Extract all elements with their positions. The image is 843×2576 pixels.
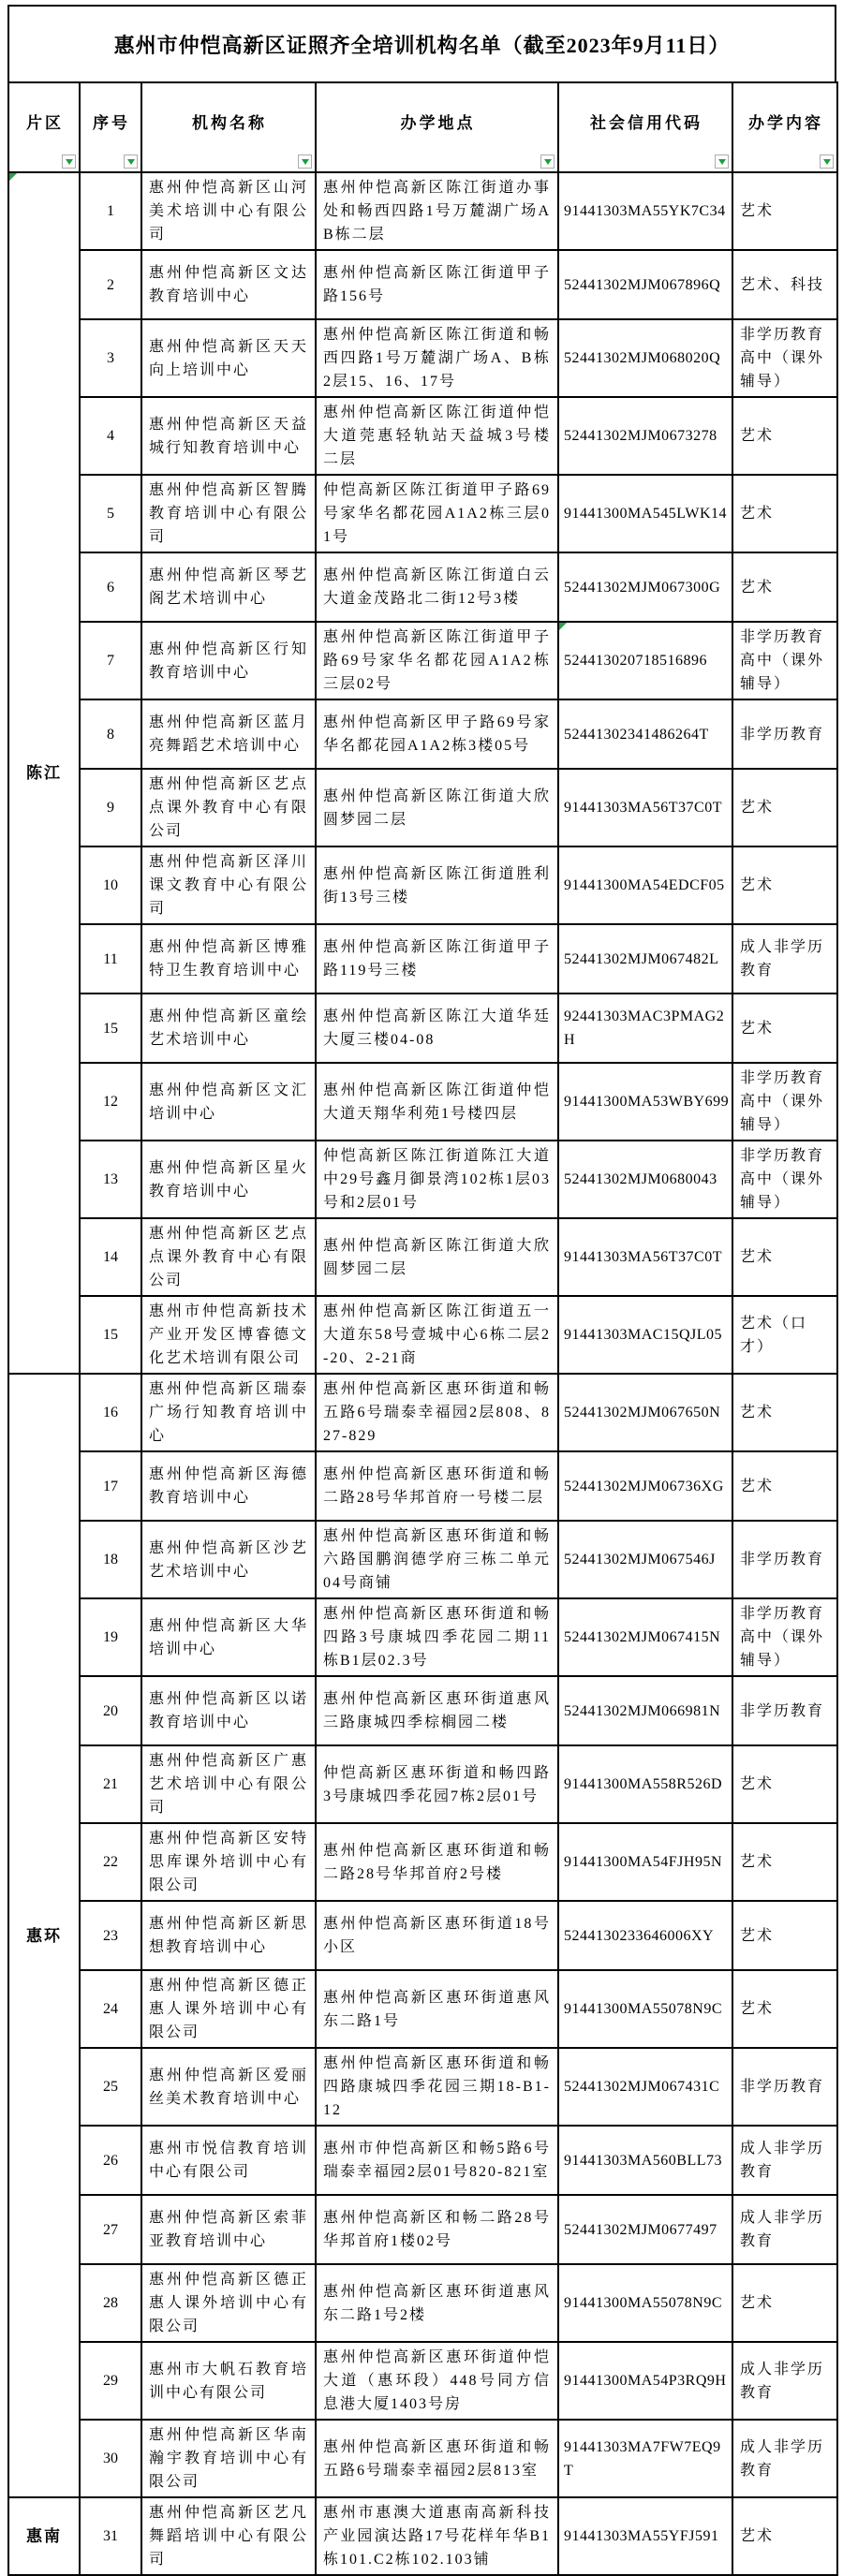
cell-address[interactable]: 惠州仲恺高新区惠环街道惠风东二路1号2楼 — [316, 2264, 558, 2342]
chevron-down-icon — [544, 159, 552, 165]
cell-serial[interactable]: 13 — [80, 1141, 141, 1218]
cell-content[interactable]: 非学历教育高中（课外辅导） — [732, 1063, 837, 1141]
cell-institution-name[interactable]: 惠州仲恺高新区以诺教育培训中心 — [141, 1676, 316, 1745]
cell-credit-code[interactable]: 52441302MJM0677497 — [558, 2195, 732, 2264]
cell-content[interactable]: 非学历教育高中（课外辅导） — [732, 1598, 837, 1676]
cell-institution-name[interactable]: 惠州仲恺高新区天益城行知教育培训中心 — [141, 397, 316, 475]
table-row — [8, 250, 837, 319]
table-row — [8, 2264, 837, 2342]
cell-institution-name[interactable]: 惠州仲恺高新区广惠艺术培训中心有限公司 — [141, 1745, 316, 1823]
cell-serial[interactable]: 22 — [80, 1823, 141, 1901]
cell-serial[interactable]: 30 — [80, 2420, 141, 2497]
table-row — [8, 1374, 837, 1451]
cell-credit-code[interactable]: 52441302MJM0673278 — [558, 397, 732, 475]
cell-serial[interactable]: 27 — [80, 2195, 141, 2264]
cell-address[interactable]: 惠州仲恺高新区惠环街道和畅五路6号瑞泰幸福园2层808、827-829 — [316, 1374, 558, 1451]
cell-institution-name[interactable]: 惠州仲恺高新区艺凡舞蹈培训中心有限公司 — [141, 2497, 316, 2575]
cell-institution-name[interactable]: 惠州仲恺高新区星火教育培训中心 — [141, 1141, 316, 1218]
table-row — [8, 1901, 837, 1970]
table-row — [8, 846, 837, 924]
cell-address[interactable]: 惠州仲恺高新区惠环街道和畅六路国鹏润德学府三栋二单元04号商铺 — [316, 1521, 558, 1598]
cell-institution-name[interactable]: 惠州仲恺高新区安特思库课外培训中心有限公司 — [141, 1823, 316, 1901]
cell-serial[interactable]: 15 — [80, 994, 141, 1063]
cell-address[interactable]: 仲恺高新区陈江街道陈江大道中29号鑫月御景湾102栋1层03号和2层01号 — [316, 1141, 558, 1218]
cell-serial[interactable]: 18 — [80, 1521, 141, 1598]
cell-credit-code[interactable]: 52441302MJM068020Q — [558, 319, 732, 397]
table-row — [8, 994, 837, 1063]
col-header-content[interactable] — [732, 82, 837, 172]
cell-serial[interactable]: 25 — [80, 2048, 141, 2126]
training-institutions-table — [7, 81, 838, 2576]
cell-content[interactable]: 成人非学历教育 — [732, 2420, 837, 2497]
cell-content[interactable]: 成人非学历教育 — [732, 924, 837, 994]
col-header-institution-name[interactable] — [141, 82, 316, 172]
cell-credit-code[interactable]: 52441302MJM067546J — [558, 1521, 732, 1598]
cell-address[interactable]: 惠州市仲恺高新区和畅5路6号瑞泰幸福园2层01号820-821室 — [316, 2126, 558, 2195]
cell-credit-code[interactable]: 91441303MAC15QJL05 — [558, 1296, 732, 1374]
col-header-address-label: 办学地点 — [400, 113, 476, 132]
col-header-district-label: 片区 — [26, 113, 64, 132]
filter-dropdown-button[interactable] — [124, 155, 138, 169]
table-row — [8, 1676, 837, 1745]
table-row — [8, 319, 837, 397]
table-row — [8, 1521, 837, 1598]
table-row — [8, 2126, 837, 2195]
table-row — [8, 1823, 837, 1901]
table-row — [8, 2048, 837, 2126]
cell-address[interactable]: 惠州仲恺高新区陈江街道五一大道东58号壹城中心6栋二层2-20、2-21商 — [316, 1296, 558, 1374]
cell-serial[interactable]: 19 — [80, 1598, 141, 1676]
cell-address[interactable]: 惠州仲恺高新区陈江街道大欣圆梦园二层 — [316, 1218, 558, 1296]
cell-serial[interactable]: 26 — [80, 2126, 141, 2195]
cell-district[interactable]: 惠环 — [8, 1374, 80, 2497]
cell-serial[interactable]: 7 — [80, 622, 141, 699]
cell-address[interactable]: 惠州仲恺高新区陈江街道白云大道金茂路北二街12号3楼 — [316, 552, 558, 622]
cell-institution-name[interactable]: 惠州仲恺高新区童绘艺术培训中心 — [141, 994, 316, 1063]
cell-serial[interactable]: 17 — [80, 1451, 141, 1521]
cell-address[interactable]: 惠州仲恺高新区陈江街道办事处和畅西四路1号万麓湖广场AB栋二层 — [316, 172, 558, 250]
cell-credit-code[interactable]: 52441302341486264T — [558, 699, 732, 769]
cell-content[interactable]: 艺术 — [732, 172, 837, 250]
cell-credit-code[interactable]: 91441300MA54P3RQ9H — [558, 2342, 732, 2420]
col-header-credit-code-label: 社会信用代码 — [590, 113, 702, 132]
table-row — [8, 1063, 837, 1141]
cell-serial[interactable]: 5 — [80, 475, 141, 552]
filter-dropdown-button[interactable] — [820, 155, 834, 169]
cell-address[interactable]: 惠州仲恺高新区惠环街道和畅二路28号华邦首府一号楼二层 — [316, 1451, 558, 1521]
cell-serial[interactable]: 20 — [80, 1676, 141, 1745]
col-header-district[interactable] — [8, 82, 80, 172]
cell-credit-code[interactable]: 5244130233646006XY — [558, 1901, 732, 1970]
col-header-address[interactable] — [316, 82, 558, 172]
cell-serial[interactable]: 29 — [80, 2342, 141, 2420]
cell-credit-code[interactable]: 91441303MA55YK7C34 — [558, 172, 732, 250]
cell-content[interactable]: 艺术、科技 — [732, 250, 837, 319]
cell-credit-code[interactable]: 91441300MA54EDCF05 — [558, 846, 732, 924]
cell-serial[interactable]: 15 — [80, 1296, 141, 1374]
cell-address[interactable]: 惠州仲恺高新区惠环街道和畅二路28号华邦首府2号楼 — [316, 1823, 558, 1901]
cell-serial[interactable]: 8 — [80, 699, 141, 769]
table-row — [8, 2497, 837, 2575]
cell-institution-name[interactable]: 惠州仲恺高新区艺点点课外教育中心有限公司 — [141, 769, 316, 846]
cell-address[interactable]: 惠州仲恺高新区陈江街道仲恺大道莞惠轻轨站天益城3号楼二层 — [316, 397, 558, 475]
cell-content[interactable]: 非学历教育高中（课外辅导） — [732, 1141, 837, 1218]
cell-credit-code[interactable]: 91441300MA54FJH95N — [558, 1823, 732, 1901]
cell-credit-code[interactable]: 52441302MJM0680043 — [558, 1141, 732, 1218]
table-row — [8, 1218, 837, 1296]
col-header-credit-code[interactable] — [558, 82, 732, 172]
cell-content[interactable]: 非学历教育高中（课外辅导） — [732, 622, 837, 699]
cell-institution-name[interactable]: 惠州仲恺高新区爱丽丝美术教育培训中心 — [141, 2048, 316, 2126]
error-indicator-icon — [9, 173, 17, 181]
cell-credit-code[interactable]: 52441302MJM067896Q — [558, 250, 732, 319]
cell-address[interactable]: 惠州仲恺高新区惠环街道仲恺大道（惠环段）448号同方信息港大厦1403号房 — [316, 2342, 558, 2420]
table-row — [8, 552, 837, 622]
table-row — [8, 397, 837, 475]
error-indicator-icon — [559, 623, 567, 630]
cell-credit-code[interactable]: 91441303MA55YFJ591 — [558, 2497, 732, 2575]
cell-serial[interactable]: 14 — [80, 1218, 141, 1296]
cell-credit-code[interactable]: 524413020718516896 — [558, 622, 732, 699]
cell-address[interactable]: 惠州仲恺高新区陈江街道仲恺大道天翔华利苑1号楼四层 — [316, 1063, 558, 1141]
table-body — [8, 172, 837, 2575]
table-row — [8, 924, 837, 994]
cell-content[interactable]: 成人非学历教育 — [732, 2342, 837, 2420]
cell-address[interactable]: 惠州仲恺高新区陈江街道大欣圆梦园二层 — [316, 769, 558, 846]
cell-content[interactable]: 非学历教育 — [732, 1676, 837, 1745]
cell-serial[interactable]: 12 — [80, 1063, 141, 1141]
cell-institution-name[interactable]: 惠州仲恺高新区瑞泰广场行知教育培训中心 — [141, 1374, 316, 1451]
filter-dropdown-button[interactable] — [540, 155, 555, 169]
table-header — [8, 82, 837, 172]
cell-serial[interactable]: 1 — [80, 172, 141, 250]
cell-content[interactable]: 艺术 — [732, 1374, 837, 1451]
cell-content[interactable]: 艺术 — [732, 475, 837, 552]
cell-institution-name[interactable]: 惠州仲恺高新区索菲亚教育培训中心 — [141, 2195, 316, 2264]
cell-serial[interactable]: 9 — [80, 769, 141, 846]
cell-serial[interactable]: 23 — [80, 1901, 141, 1970]
cell-credit-code[interactable]: 52441302MJM067482L — [558, 924, 732, 994]
table-row — [8, 1970, 837, 2048]
cell-content[interactable]: 成人非学历教育 — [732, 2195, 837, 2264]
cell-content[interactable]: 非学历教育 — [732, 699, 837, 769]
cell-content[interactable]: 艺术 — [732, 2497, 837, 2575]
filter-dropdown-button[interactable] — [62, 155, 76, 169]
table-row — [8, 2342, 837, 2420]
table-row — [8, 475, 837, 552]
cell-institution-name[interactable]: 惠州仲恺高新区山河美术培训中心有限公司 — [141, 172, 316, 250]
cell-content[interactable]: 艺术 — [732, 1901, 837, 1970]
table-row — [8, 2195, 837, 2264]
table-row — [8, 172, 837, 250]
cell-serial[interactable]: 21 — [80, 1745, 141, 1823]
filter-dropdown-button[interactable] — [715, 155, 729, 169]
cell-credit-code[interactable]: 91441303MA560BLL73 — [558, 2126, 732, 2195]
cell-serial[interactable]: 31 — [80, 2497, 141, 2575]
cell-content[interactable]: 艺术 — [732, 397, 837, 475]
cell-address[interactable]: 惠州仲恺高新区陈江街道甲子路156号 — [316, 250, 558, 319]
cell-institution-name[interactable]: 惠州仲恺高新区蓝月亮舞蹈艺术培训中心 — [141, 699, 316, 769]
cell-institution-name[interactable]: 惠州仲恺高新区行知教育培训中心 — [141, 622, 316, 699]
cell-district[interactable]: 惠南 — [8, 2497, 80, 2575]
table-row — [8, 1451, 837, 1521]
cell-institution-name[interactable]: 惠州仲恺高新区海德教育培训中心 — [141, 1451, 316, 1521]
cell-institution-name[interactable]: 惠州市大帆石教育培训中心有限公司 — [141, 2342, 316, 2420]
cell-serial[interactable]: 10 — [80, 846, 141, 924]
cell-credit-code[interactable]: 91441303MA56T37C0T — [558, 769, 732, 846]
chevron-down-icon — [718, 159, 726, 165]
cell-content[interactable]: 艺术 — [732, 2264, 837, 2342]
cell-address[interactable]: 惠州仲恺高新区惠环街道惠风三路康城四季棕榈园二楼 — [316, 1676, 558, 1745]
cell-content[interactable]: 艺术 — [732, 846, 837, 924]
cell-institution-name[interactable]: 惠州市仲恺高新技术产业开发区博睿德文化艺术培训有限公司 — [141, 1296, 316, 1374]
cell-credit-code[interactable]: 91441300MA55078N9C — [558, 1970, 732, 2048]
cell-institution-name[interactable]: 惠州仲恺高新区智腾教育培训中心有限公司 — [141, 475, 316, 552]
table-row — [8, 1141, 837, 1218]
cell-serial[interactable]: 16 — [80, 1374, 141, 1451]
col-header-content-label: 办学内容 — [748, 113, 823, 132]
header-row — [8, 82, 837, 172]
cell-content[interactable]: 非学历教育 — [732, 1521, 837, 1598]
cell-district[interactable]: 陈江 — [8, 172, 80, 1374]
cell-address[interactable]: 惠州仲恺高新区陈江街道胜利街13号三楼 — [316, 846, 558, 924]
table-row — [8, 1296, 837, 1374]
cell-institution-name[interactable]: 惠州仲恺高新区沙艺艺术培训中心 — [141, 1521, 316, 1598]
cell-serial[interactable]: 11 — [80, 924, 141, 994]
filter-dropdown-button[interactable] — [298, 155, 312, 169]
chevron-down-icon — [66, 159, 73, 165]
col-header-institution-name-label: 机构名称 — [192, 113, 267, 132]
cell-content[interactable]: 艺术 — [732, 552, 837, 622]
page-title: 惠州市仲恺高新区证照齐全培训机构名单（截至2023年9月11日） — [7, 5, 836, 81]
cell-credit-code[interactable]: 52441302MJM067415N — [558, 1598, 732, 1676]
cell-content[interactable]: 艺术 — [732, 1970, 837, 2048]
cell-content[interactable]: 艺术 — [732, 1745, 837, 1823]
cell-serial[interactable]: 6 — [80, 552, 141, 622]
cell-address[interactable]: 惠州仲恺高新区陈江大道华廷大厦三楼04-08 — [316, 994, 558, 1063]
cell-institution-name[interactable]: 惠州仲恺高新区华南瀚宇教育培训中心有限公司 — [141, 2420, 316, 2497]
cell-credit-code[interactable]: 92441303MAC3PMAG2H — [558, 994, 732, 1063]
cell-address[interactable]: 惠州仲恺高新区惠环街道和畅五路6号瑞泰幸福园2层813室 — [316, 2420, 558, 2497]
cell-institution-name[interactable]: 惠州仲恺高新区博雅特卫生教育培训中心 — [141, 924, 316, 994]
cell-address[interactable]: 仲恺高新区惠环街道和畅四路3号康城四季花园7栋2层01号 — [316, 1745, 558, 1823]
cell-address[interactable]: 惠州仲恺高新区惠环街道和畅四路康城四季花园三期18-B1-12 — [316, 2048, 558, 2126]
cell-institution-name[interactable]: 惠州仲恺高新区文达教育培训中心 — [141, 250, 316, 319]
cell-address[interactable]: 惠州仲恺高新区陈江街道甲子路119号三楼 — [316, 924, 558, 994]
cell-content[interactable]: 成人非学历教育 — [732, 2126, 837, 2195]
chevron-down-icon — [127, 159, 135, 165]
cell-credit-code[interactable]: 91441300MA545LWK14 — [558, 475, 732, 552]
cell-serial[interactable]: 4 — [80, 397, 141, 475]
cell-content[interactable]: 艺术（口才） — [732, 1296, 837, 1374]
table-row — [8, 1598, 837, 1676]
table-row — [8, 769, 837, 846]
col-header-serial[interactable] — [80, 82, 141, 172]
table-row — [8, 2420, 837, 2497]
cell-institution-name[interactable]: 惠州仲恺高新区天天向上培训中心 — [141, 319, 316, 397]
cell-institution-name[interactable]: 惠州市悦信教育培训中心有限公司 — [141, 2126, 316, 2195]
cell-address[interactable]: 惠州仲恺高新区惠环街道和畅四路3号康城四季花园二期11栋B1层02.3号 — [316, 1598, 558, 1676]
cell-institution-name[interactable]: 惠州仲恺高新区艺点点课外教育中心有限公司 — [141, 1218, 316, 1296]
cell-address[interactable]: 惠州仲恺高新区和畅二路28号华邦首府1楼02号 — [316, 2195, 558, 2264]
cell-address[interactable]: 惠州仲恺高新区甲子路69号家华名都花园A1A2栋3楼05号 — [316, 699, 558, 769]
cell-institution-name[interactable]: 惠州仲恺高新区大华培训中心 — [141, 1598, 316, 1676]
cell-credit-code[interactable]: 91441303MA7FW7EQ9T — [558, 2420, 732, 2497]
cell-address[interactable]: 仲恺高新区陈江街道甲子路69号家华名都花园A1A2栋三层01号 — [316, 475, 558, 552]
chevron-down-icon — [302, 159, 309, 165]
cell-serial[interactable]: 3 — [80, 319, 141, 397]
cell-content[interactable]: 艺术 — [732, 1218, 837, 1296]
spreadsheet — [7, 5, 836, 2576]
cell-serial[interactable]: 24 — [80, 1970, 141, 2048]
cell-serial[interactable]: 2 — [80, 250, 141, 319]
cell-credit-code[interactable]: 91441300MA53WBY699 — [558, 1063, 732, 1141]
cell-content[interactable]: 艺术 — [732, 1823, 837, 1901]
cell-content[interactable]: 艺术 — [732, 994, 837, 1063]
cell-address[interactable]: 惠州仲恺高新区陈江街道和畅西四路1号万麓湖广场A、B栋2层15、16、17号 — [316, 319, 558, 397]
cell-credit-code[interactable]: 52441302MJM06736XG — [558, 1451, 732, 1521]
cell-credit-code[interactable]: 52441302MJM066981N — [558, 1676, 732, 1745]
cell-address[interactable]: 惠州仲恺高新区陈江街道甲子路69号家华名都花园A1A2栋三层02号 — [316, 622, 558, 699]
cell-credit-code[interactable]: 91441300MA55078N9C — [558, 2264, 732, 2342]
cell-institution-name[interactable]: 惠州仲恺高新区德正惠人课外培训中心有限公司 — [141, 2264, 316, 2342]
table-row — [8, 622, 837, 699]
cell-address[interactable]: 惠州仲恺高新区惠环街道18号小区 — [316, 1901, 558, 1970]
cell-institution-name[interactable]: 惠州仲恺高新区德正惠人课外培训中心有限公司 — [141, 1970, 316, 2048]
cell-serial[interactable]: 28 — [80, 2264, 141, 2342]
cell-content[interactable]: 非学历教育 — [732, 2048, 837, 2126]
cell-credit-code[interactable]: 91441300MA558R526D — [558, 1745, 732, 1823]
cell-institution-name[interactable]: 惠州仲恺高新区文汇培训中心 — [141, 1063, 316, 1141]
cell-credit-code[interactable]: 91441303MA56T37C0T — [558, 1218, 732, 1296]
cell-address[interactable]: 惠州仲恺高新区惠环街道惠风东二路1号 — [316, 1970, 558, 2048]
cell-credit-code[interactable]: 52441302MJM067431C — [558, 2048, 732, 2126]
cell-address[interactable]: 惠州市惠澳大道惠南高新科技产业园演达路17号花样年华B1栋101.C2栋102.103铺 — [316, 2497, 558, 2575]
cell-institution-name[interactable]: 惠州仲恺高新区新思想教育培训中心 — [141, 1901, 316, 1970]
cell-content[interactable]: 艺术 — [732, 1451, 837, 1521]
cell-credit-code[interactable]: 52441302MJM067300G — [558, 552, 732, 622]
chevron-down-icon — [823, 159, 831, 165]
col-header-serial-label: 序号 — [93, 113, 130, 132]
cell-content[interactable]: 非学历教育高中（课外辅导） — [732, 319, 837, 397]
cell-institution-name[interactable]: 惠州仲恺高新区琴艺阁艺术培训中心 — [141, 552, 316, 622]
cell-institution-name[interactable]: 惠州仲恺高新区泽川课文教育中心有限公司 — [141, 846, 316, 924]
table-row — [8, 1745, 837, 1823]
table-row — [8, 699, 837, 769]
cell-content[interactable]: 艺术 — [732, 769, 837, 846]
cell-credit-code[interactable]: 52441302MJM067650N — [558, 1374, 732, 1451]
